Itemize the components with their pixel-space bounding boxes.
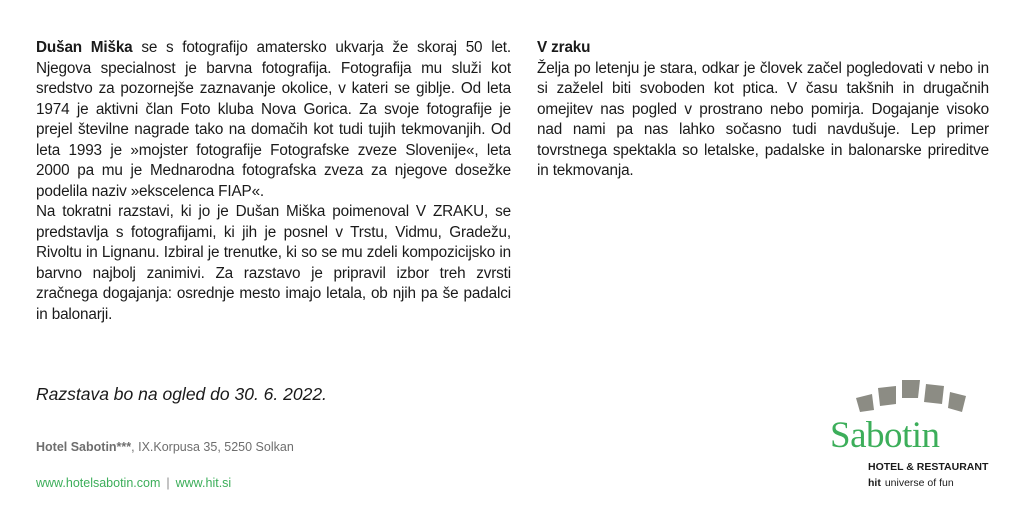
footer-links: [36, 476, 231, 490]
brand-name: Sabotin: [830, 415, 940, 456]
intro-text: se s fotografijo amatersko ukvarja že skoraj 50 let. Njegova specialnost je barvna fotografija. Fotografija mu služi kot sredstvo za pozornejše zaznavanje okolice, v kateri se giblje. Od leta 1974 je aktivni član Foto kluba Nova Gorica. Za svoje fotografije je prejel številne nagrade tako na domačih kot tudi tujih tekmovanjih. Od leta 1993 je »mojster fotografije Fotografske zveze Slovenije«, leta 2000 pa mu je Mednarodna fotografska zveza za njegove dosežke podelila naziv »ekscelenca FIAP«.: [36, 39, 511, 200]
hotel-name: Hotel Sabotin***: [36, 440, 132, 454]
hit-wordmark: hit: [868, 477, 881, 489]
hit-slogan: universe of fun: [884, 477, 954, 489]
hit-website-link[interactable]: www.hit.si: [175, 476, 232, 490]
mountain-blocks-icon: [854, 376, 976, 412]
link-separator: |: [166, 476, 170, 490]
right-column: [537, 38, 989, 182]
section-body: Želja po letenju je stara, odkar je človek začel pogledovati v nebo in si zaželel biti svoboden kot ptica. V času takšnih in drugačnih omejitev nas pogled v prostrano nebo pomirja. Dogajanje visoko nad nami pa nas lahko sočasno tudi navdušuje. Lep primer tovrstnega spektakla so letalske, padalske in balonarske prireditve in tekmovanja.: [537, 59, 989, 179]
exhibit-date-note: Razstava bo na ogled do 30. 6. 2022.: [36, 384, 327, 404]
left-column: [36, 38, 511, 325]
intro-paragraph: [36, 38, 511, 202]
hotel-address: [36, 440, 294, 454]
exhibit-paragraph: Na tokratni razstavi, ki jo je Dušan Miška poimenoval V ZRAKU, se predstavlja s fotografijami, ki jih je posnel v Trstu, Vidmu, Gradežu, Rivoltu in Lignanu. Izbiral je trenutke, ki so se mu zdeli kompozicijsko in barvno najbolj zanimivi. Za razstavo je pripravil izbor treh zvrsti zračnega dogajanja: osrednje mesto imajo letala, ob njih pa še padalci in balonarji.: [36, 203, 511, 323]
section-heading: V zraku: [537, 39, 591, 56]
brand-tagline: HOTEL & RESTAURANT: [868, 461, 989, 473]
hit-tagline: [868, 477, 954, 489]
address-text: , IX.Korpusa 35, 5250 Solkan: [131, 440, 294, 454]
sabotin-logo: [826, 376, 996, 496]
hotel-website-link[interactable]: www.hotelsabotin.com: [36, 476, 161, 490]
author-name: Dušan Miška: [36, 39, 133, 56]
